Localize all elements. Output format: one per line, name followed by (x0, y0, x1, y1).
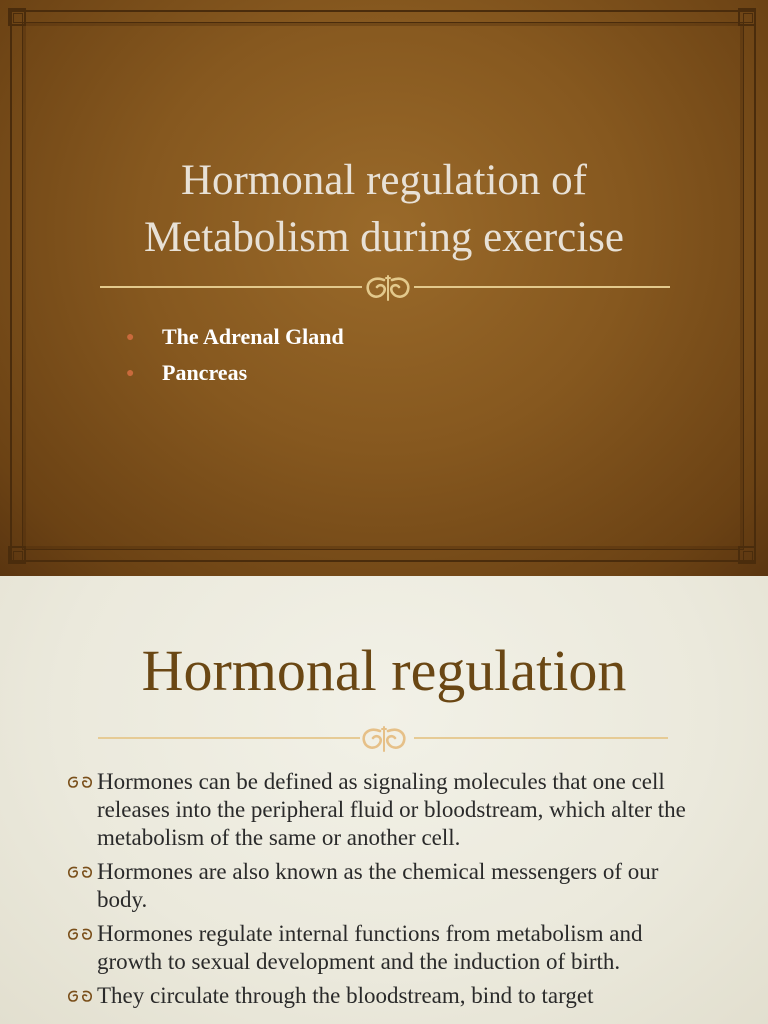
slide-2-title: Hormonal regulation (141, 638, 627, 703)
curl-bullet-icon (66, 926, 94, 942)
slide-2-bullet-list (66, 768, 706, 1016)
flourish-ornament-icon (358, 723, 410, 755)
frame-corner-ornament (738, 546, 756, 564)
title-line-1: Hormonal regulation of (180, 157, 587, 204)
bullet-text: Hormones regulate internal functions from metabolism and growth to sexual development and the induction of birth. (97, 921, 643, 974)
title-line-2: Metabolism during exercise (143, 214, 625, 261)
list-item (66, 858, 706, 914)
slide-1-bullet-list (122, 322, 344, 394)
bullet-text: Pancreas (162, 360, 248, 385)
title-divider-left (100, 286, 362, 288)
curl-bullet-icon (66, 864, 94, 880)
list-item (66, 768, 706, 852)
list-item (66, 982, 706, 1010)
bullet-dot-icon: ● (126, 366, 135, 381)
title-divider-right (414, 286, 670, 288)
frame-corner-ornament (8, 546, 26, 564)
bullet-text: They circulate through the bloodstream, bind to target (97, 983, 594, 1008)
curl-bullet-icon (66, 774, 94, 790)
curl-bullet-icon (66, 988, 94, 1004)
frame-corner-ornament (8, 8, 26, 26)
list-item (66, 920, 706, 976)
bullet-text: The Adrenal Gland (162, 324, 344, 349)
bullet-text: Hormones can be defined as signaling molecules that one cell releases into the peripheral fluid or bloodstream, which alter the metabolism of the same or another cell. (97, 769, 686, 850)
slide-1-title (60, 152, 708, 266)
title-divider-left (98, 737, 360, 739)
title-divider-right (414, 737, 668, 739)
slide-2 (0, 576, 768, 1024)
flourish-ornament-icon (362, 272, 414, 304)
bullet-dot-icon: ● (126, 330, 135, 345)
frame-corner-ornament (738, 8, 756, 26)
bullet-text: Hormones are also known as the chemical messengers of our body. (97, 859, 659, 912)
list-item (122, 322, 344, 358)
list-item (122, 358, 344, 394)
